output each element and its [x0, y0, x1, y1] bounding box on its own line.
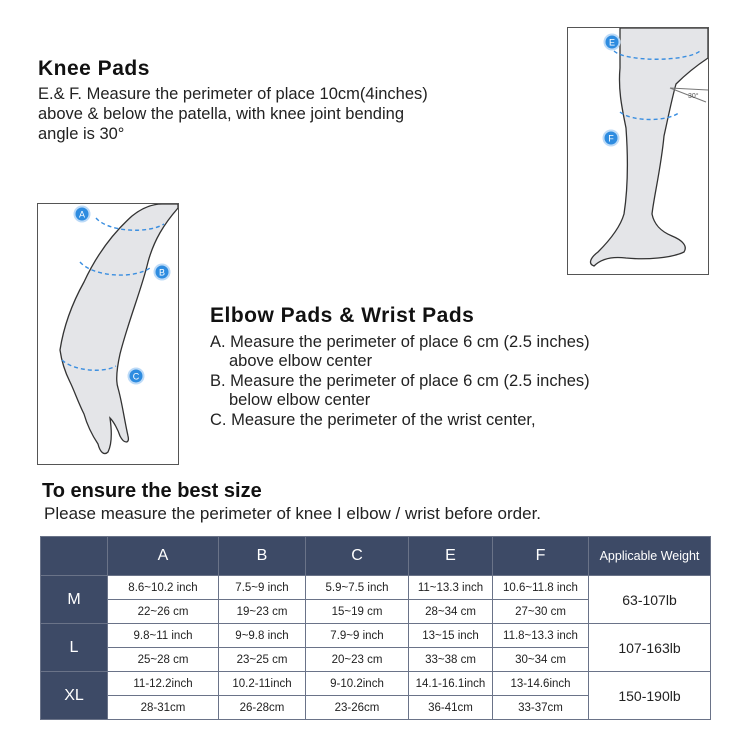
table-cell: 28-31cm: [108, 696, 219, 720]
table-cell: 33-37cm: [493, 696, 589, 720]
leg-illustration: [567, 27, 709, 275]
header-col-c: C: [306, 537, 409, 576]
ensure-size-subtitle: Please measure the perimeter of knee I elbow / wrist before order.: [44, 504, 542, 523]
elbow-line-b: B. Measure the perimeter of place 6 cm (2.5 inches): [210, 372, 590, 390]
table-cell: 23-26cm: [306, 696, 409, 720]
weight-cell-l: 107-163lb: [589, 624, 711, 672]
table-cell: 27~30 cm: [493, 600, 589, 624]
weight-cell-xl: 150-190lb: [589, 672, 711, 720]
marker-e-badge: [605, 35, 620, 50]
size-label-l: L: [41, 624, 108, 672]
marker-f-badge: [604, 131, 619, 146]
marker-c-badge: [129, 369, 144, 384]
knee-desc-line-3: angle is 30°: [38, 125, 125, 143]
header-weight: Applicable Weight: [589, 537, 711, 576]
ensure-size-title: To ensure the best size: [42, 480, 262, 502]
marker-a-badge: [75, 207, 90, 222]
knee-pads-title: Knee Pads: [38, 57, 150, 80]
table-cell: 9.8~11 inch: [108, 624, 219, 648]
table-cell: 11-12.2inch: [108, 672, 219, 696]
table-cell: 11~13.3 inch: [409, 576, 493, 600]
elbow-line-a: A. Measure the perimeter of place 6 cm (2.5 inches): [210, 333, 590, 351]
table-cell: 13~15 inch: [409, 624, 493, 648]
table-cell: 10.2-11inch: [219, 672, 306, 696]
elbow-line-a-cont: above elbow center: [229, 352, 373, 370]
weight-cell-m: 63-107lb: [589, 576, 711, 624]
size-chart-table: [40, 536, 711, 720]
header-corner: [41, 537, 108, 576]
table-cell: 7.9~9 inch: [306, 624, 409, 648]
leg-drawing: [568, 28, 708, 274]
elbow-wrist-title: Elbow Pads & Wrist Pads: [210, 304, 475, 327]
marker-b-badge: [155, 265, 170, 280]
table-cell: 8.6~10.2 inch: [108, 576, 219, 600]
arm-silhouette: [60, 204, 178, 454]
table-cell: 10.6~11.8 inch: [493, 576, 589, 600]
header-col-b: B: [219, 537, 306, 576]
table-header-row: [41, 537, 711, 576]
table-cell: 5.9~7.5 inch: [306, 576, 409, 600]
table-cell: 33~38 cm: [409, 648, 493, 672]
table-cell: 25~28 cm: [108, 648, 219, 672]
elbow-line-b-cont: below elbow center: [229, 391, 371, 409]
elbow-wrist-description: [210, 332, 590, 430]
table-cell: 14.1-16.1inch: [409, 672, 493, 696]
marker-a-label: A: [78, 209, 86, 220]
table-cell: 20~23 cm: [306, 648, 409, 672]
table-cell: 36-41cm: [409, 696, 493, 720]
header-col-e: E: [409, 537, 493, 576]
arm-drawing: [38, 204, 178, 464]
table-row-m-inch: [41, 576, 711, 600]
elbow-line-c: C. Measure the perimeter of the wrist center,: [210, 411, 536, 429]
table-cell: 26-28cm: [219, 696, 306, 720]
table-row-l-inch: [41, 624, 711, 648]
marker-f-label: F: [608, 133, 614, 144]
knee-pads-description: [38, 84, 428, 144]
table-cell: 15~19 cm: [306, 600, 409, 624]
table-cell: 13-14.6inch: [493, 672, 589, 696]
table-cell: 30~34 cm: [493, 648, 589, 672]
table-cell: 11.8~13.3 inch: [493, 624, 589, 648]
angle-label: 30°: [688, 93, 699, 100]
knee-desc-line-2: above & below the patella, with knee joint bending: [38, 105, 405, 123]
table-cell: 9~9.8 inch: [219, 624, 306, 648]
leg-silhouette: [591, 28, 708, 266]
table-cell: 7.5~9 inch: [219, 576, 306, 600]
marker-c-label: C: [132, 371, 140, 382]
table-cell: 23~25 cm: [219, 648, 306, 672]
table-cell: 28~34 cm: [409, 600, 493, 624]
size-label-xl: XL: [41, 672, 108, 720]
marker-e-label: E: [608, 37, 616, 48]
size-label-m: M: [41, 576, 108, 624]
table-cell: 22~26 cm: [108, 600, 219, 624]
table-row-xl-inch: [41, 672, 711, 696]
header-col-f: F: [493, 537, 589, 576]
table-cell: 19~23 cm: [219, 600, 306, 624]
arm-illustration: [37, 203, 179, 465]
marker-b-label: B: [158, 267, 166, 278]
header-col-a: A: [108, 537, 219, 576]
knee-desc-line-1: E.& F. Measure the perimeter of place 10cm(4inches): [38, 85, 428, 103]
table-cell: 9-10.2inch: [306, 672, 409, 696]
